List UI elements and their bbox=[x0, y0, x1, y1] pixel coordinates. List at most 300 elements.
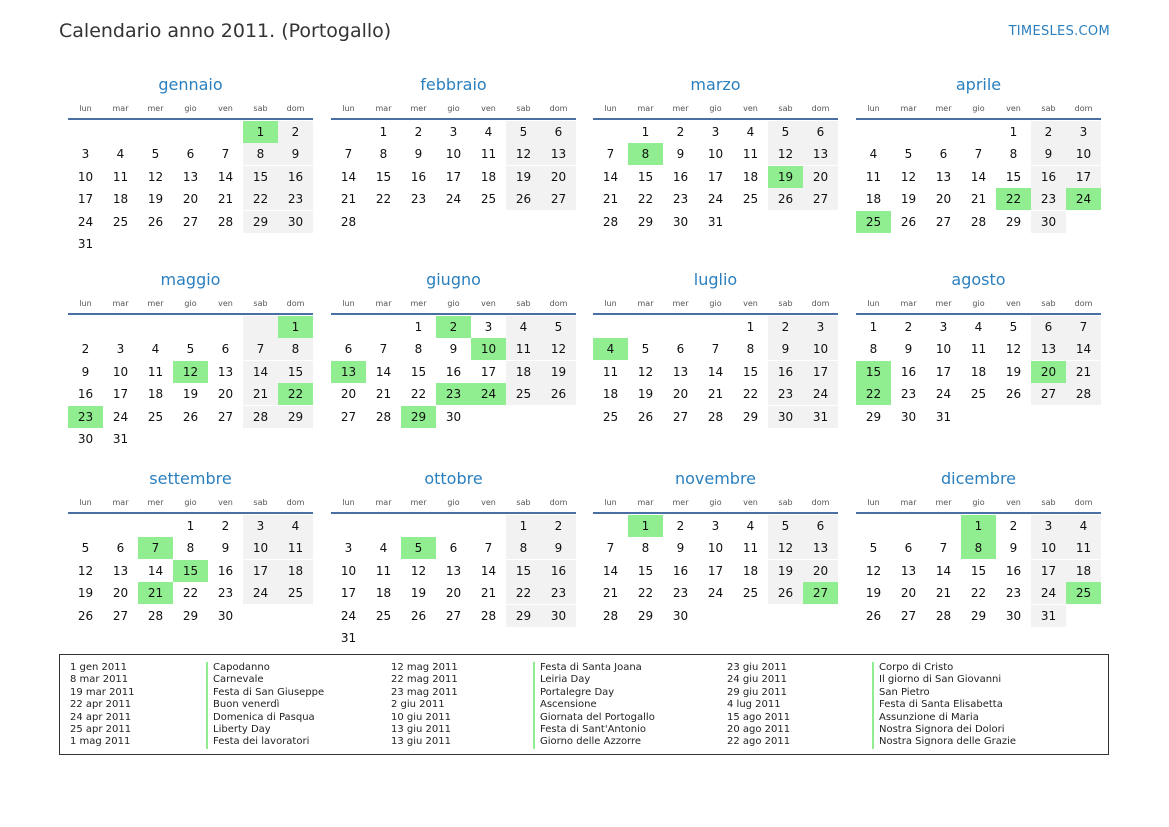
calendar-day[interactable]: 23 bbox=[900, 387, 917, 401]
calendar-day[interactable]: 4 bbox=[746, 518, 755, 533]
calendar-day[interactable]: 22 bbox=[742, 387, 759, 401]
calendar-day[interactable]: 13 bbox=[182, 169, 199, 184]
calendar-day[interactable]: 15 bbox=[375, 169, 392, 184]
calendar-day[interactable]: 13 bbox=[672, 364, 689, 379]
calendar-day[interactable]: 29 bbox=[865, 409, 882, 424]
calendar-day[interactable]: 21 bbox=[375, 387, 392, 401]
holiday-day[interactable]: 27 bbox=[803, 582, 838, 604]
calendar-day[interactable]: 9 bbox=[81, 364, 90, 379]
calendar-day[interactable]: 6 bbox=[803, 121, 838, 143]
calendar-day[interactable]: 4 bbox=[1066, 515, 1101, 537]
calendar-day[interactable]: 10 bbox=[707, 541, 724, 555]
calendar-day[interactable]: 29 bbox=[970, 608, 987, 623]
calendar-day[interactable]: 31 bbox=[707, 214, 724, 229]
calendar-day[interactable]: 7 bbox=[344, 147, 353, 161]
calendar-day[interactable]: 9 bbox=[904, 342, 913, 356]
calendar-day[interactable]: 8 bbox=[278, 338, 313, 360]
calendar-day[interactable]: 16 bbox=[672, 169, 689, 184]
calendar-day[interactable]: 8 bbox=[243, 143, 278, 165]
holiday-day[interactable]: 10 bbox=[471, 338, 506, 360]
calendar-day[interactable]: 4 bbox=[484, 124, 493, 139]
calendar-day[interactable]: 17 bbox=[77, 192, 94, 206]
calendar-day[interactable]: 4 bbox=[151, 342, 160, 356]
calendar-day[interactable]: 11 bbox=[278, 537, 313, 559]
calendar-day[interactable]: 7 bbox=[221, 147, 230, 161]
calendar-day[interactable]: 2 bbox=[904, 319, 913, 334]
calendar-day[interactable]: 18 bbox=[480, 169, 497, 184]
calendar-day[interactable]: 22 bbox=[410, 387, 427, 401]
calendar-day[interactable]: 24 bbox=[112, 409, 129, 424]
calendar-day[interactable]: 12 bbox=[77, 563, 94, 578]
calendar-day[interactable]: 6 bbox=[116, 541, 125, 555]
calendar-day[interactable]: 18 bbox=[970, 364, 987, 379]
calendar-day[interactable]: 23 bbox=[672, 192, 689, 206]
calendar-day[interactable]: 18 bbox=[865, 192, 882, 206]
calendar-day[interactable]: 28 bbox=[1066, 383, 1101, 405]
calendar-day[interactable]: 6 bbox=[344, 342, 353, 356]
calendar-day[interactable]: 2 bbox=[676, 518, 685, 533]
calendar-day[interactable]: 4 bbox=[746, 124, 755, 139]
calendar-day[interactable]: 13 bbox=[803, 143, 838, 165]
calendar-day[interactable]: 19 bbox=[900, 192, 917, 206]
calendar-day[interactable]: 24 bbox=[707, 586, 724, 600]
calendar-day[interactable]: 28 bbox=[707, 409, 724, 424]
calendar-day[interactable]: 5 bbox=[768, 515, 803, 537]
calendar-day[interactable]: 18 bbox=[506, 361, 541, 383]
holiday-day[interactable]: 13 bbox=[331, 361, 366, 383]
holiday-day[interactable]: 19 bbox=[768, 166, 803, 188]
calendar-day[interactable]: 14 bbox=[243, 361, 278, 383]
calendar-day[interactable]: 3 bbox=[803, 316, 838, 338]
calendar-day[interactable]: 19 bbox=[147, 192, 164, 206]
calendar-day[interactable]: 25 bbox=[602, 409, 619, 424]
calendar-day[interactable]: 8 bbox=[379, 147, 388, 161]
calendar-day[interactable]: 14 bbox=[707, 364, 724, 379]
calendar-day[interactable]: 11 bbox=[742, 541, 759, 555]
calendar-day[interactable]: 21 bbox=[480, 586, 497, 600]
calendar-day[interactable]: 2 bbox=[1009, 518, 1018, 533]
calendar-day[interactable]: 6 bbox=[186, 147, 195, 161]
calendar-day[interactable]: 11 bbox=[1066, 537, 1101, 559]
calendar-day[interactable]: 15 bbox=[970, 563, 987, 578]
calendar-day[interactable]: 2 bbox=[221, 518, 230, 533]
calendar-day[interactable]: 12 bbox=[768, 537, 803, 559]
calendar-day[interactable]: 26 bbox=[541, 383, 576, 405]
calendar-day[interactable]: 18 bbox=[278, 560, 313, 582]
calendar-day[interactable]: 31 bbox=[935, 409, 952, 424]
calendar-day[interactable]: 13 bbox=[541, 143, 576, 165]
holiday-day[interactable]: 24 bbox=[471, 383, 506, 405]
calendar-day[interactable]: 7 bbox=[484, 541, 493, 555]
calendar-day[interactable]: 10 bbox=[445, 147, 462, 161]
calendar-day[interactable]: 20 bbox=[803, 560, 838, 582]
calendar-day[interactable]: 17 bbox=[707, 169, 724, 184]
calendar-day[interactable]: 9 bbox=[676, 541, 685, 555]
calendar-day[interactable]: 30 bbox=[672, 214, 689, 229]
calendar-day[interactable]: 15 bbox=[1005, 169, 1022, 184]
calendar-day[interactable]: 10 bbox=[243, 537, 278, 559]
calendar-day[interactable]: 10 bbox=[935, 342, 952, 356]
calendar-day[interactable]: 25 bbox=[970, 387, 987, 401]
calendar-day[interactable]: 21 bbox=[970, 192, 987, 206]
calendar-day[interactable]: 6 bbox=[803, 515, 838, 537]
calendar-day[interactable]: 19 bbox=[506, 166, 541, 188]
calendar-day[interactable]: 18 bbox=[602, 387, 619, 401]
calendar-day[interactable]: 6 bbox=[449, 541, 458, 555]
calendar-day[interactable]: 30 bbox=[900, 409, 917, 424]
calendar-day[interactable]: 17 bbox=[1066, 166, 1101, 188]
calendar-day[interactable]: 14 bbox=[375, 364, 392, 379]
calendar-day[interactable]: 24 bbox=[707, 192, 724, 206]
calendar-day[interactable]: 6 bbox=[221, 342, 230, 356]
calendar-day[interactable]: 10 bbox=[77, 169, 94, 184]
calendar-day[interactable]: 14 bbox=[217, 169, 234, 184]
calendar-day[interactable]: 14 bbox=[602, 563, 619, 578]
calendar-day[interactable]: 30 bbox=[768, 406, 803, 428]
calendar-day[interactable]: 5 bbox=[904, 147, 913, 161]
calendar-day[interactable]: 30 bbox=[445, 409, 462, 424]
calendar-day[interactable]: 31 bbox=[1031, 605, 1066, 627]
calendar-day[interactable]: 20 bbox=[112, 586, 129, 600]
calendar-day[interactable]: 16 bbox=[217, 563, 234, 578]
calendar-day[interactable]: 26 bbox=[182, 409, 199, 424]
calendar-day[interactable]: 19 bbox=[541, 361, 576, 383]
calendar-day[interactable]: 3 bbox=[711, 124, 720, 139]
holiday-day[interactable]: 5 bbox=[401, 537, 436, 559]
calendar-day[interactable]: 23 bbox=[541, 582, 576, 604]
calendar-day[interactable]: 28 bbox=[243, 406, 278, 428]
calendar-day[interactable]: 18 bbox=[147, 387, 164, 401]
calendar-day[interactable]: 24 bbox=[803, 383, 838, 405]
calendar-day[interactable]: 22 bbox=[182, 586, 199, 600]
calendar-day[interactable]: 18 bbox=[742, 563, 759, 578]
calendar-day[interactable]: 30 bbox=[1005, 608, 1022, 623]
calendar-day[interactable]: 19 bbox=[1005, 364, 1022, 379]
calendar-day[interactable]: 9 bbox=[221, 541, 230, 555]
calendar-day[interactable]: 17 bbox=[803, 361, 838, 383]
calendar-day[interactable]: 5 bbox=[869, 541, 878, 555]
calendar-day[interactable]: 27 bbox=[672, 409, 689, 424]
calendar-day[interactable]: 8 bbox=[506, 537, 541, 559]
calendar-day[interactable]: 9 bbox=[541, 537, 576, 559]
calendar-day[interactable]: 25 bbox=[506, 383, 541, 405]
calendar-day[interactable]: 1 bbox=[1009, 124, 1018, 139]
calendar-day[interactable]: 15 bbox=[637, 563, 654, 578]
calendar-day[interactable]: 5 bbox=[1009, 319, 1018, 334]
calendar-day[interactable]: 27 bbox=[541, 188, 576, 210]
calendar-day[interactable]: 3 bbox=[484, 319, 493, 334]
calendar-day[interactable]: 10 bbox=[340, 563, 357, 578]
calendar-day[interactable]: 11 bbox=[602, 364, 619, 379]
calendar-day[interactable]: 7 bbox=[1066, 316, 1101, 338]
calendar-day[interactable]: 14 bbox=[970, 169, 987, 184]
calendar-day[interactable]: 16 bbox=[768, 361, 803, 383]
calendar-day[interactable]: 17 bbox=[243, 560, 278, 582]
calendar-day[interactable]: 14 bbox=[340, 169, 357, 184]
calendar-day[interactable]: 3 bbox=[449, 124, 458, 139]
calendar-day[interactable]: 11 bbox=[480, 147, 497, 161]
calendar-day[interactable]: 27 bbox=[445, 608, 462, 623]
calendar-day[interactable]: 28 bbox=[935, 608, 952, 623]
calendar-day[interactable]: 4 bbox=[974, 319, 983, 334]
calendar-day[interactable]: 3 bbox=[344, 541, 353, 555]
calendar-day[interactable]: 12 bbox=[410, 563, 427, 578]
calendar-day[interactable]: 2 bbox=[414, 124, 423, 139]
calendar-day[interactable]: 26 bbox=[768, 188, 803, 210]
calendar-day[interactable]: 8 bbox=[414, 342, 423, 356]
calendar-day[interactable]: 2 bbox=[676, 124, 685, 139]
calendar-day[interactable]: 14 bbox=[480, 563, 497, 578]
calendar-day[interactable]: 21 bbox=[243, 383, 278, 405]
holiday-day[interactable]: 24 bbox=[1066, 188, 1101, 210]
calendar-day[interactable]: 16 bbox=[1031, 166, 1066, 188]
calendar-day[interactable]: 9 bbox=[768, 338, 803, 360]
calendar-day[interactable]: 21 bbox=[602, 192, 619, 206]
calendar-day[interactable]: 30 bbox=[77, 432, 94, 446]
calendar-day[interactable]: 31 bbox=[77, 237, 94, 251]
holiday-day[interactable]: 1 bbox=[961, 515, 996, 537]
calendar-day[interactable]: 16 bbox=[1005, 563, 1022, 578]
calendar-day[interactable]: 17 bbox=[112, 387, 129, 401]
calendar-day[interactable]: 8 bbox=[869, 342, 878, 356]
calendar-day[interactable]: 30 bbox=[217, 608, 234, 623]
holiday-day[interactable]: 1 bbox=[278, 316, 313, 338]
calendar-day[interactable]: 5 bbox=[506, 121, 541, 143]
calendar-day[interactable]: 7 bbox=[974, 147, 983, 161]
calendar-day[interactable]: 9 bbox=[676, 147, 685, 161]
calendar-day[interactable]: 1 bbox=[186, 518, 195, 533]
calendar-day[interactable]: 10 bbox=[803, 338, 838, 360]
calendar-day[interactable]: 24 bbox=[340, 608, 357, 623]
calendar-day[interactable]: 11 bbox=[970, 342, 987, 356]
calendar-day[interactable]: 21 bbox=[217, 192, 234, 206]
holiday-day[interactable]: 25 bbox=[856, 211, 891, 233]
calendar-day[interactable]: 18 bbox=[375, 586, 392, 600]
calendar-day[interactable]: 22 bbox=[637, 192, 654, 206]
calendar-day[interactable]: 26 bbox=[77, 608, 94, 623]
calendar-day[interactable]: 30 bbox=[278, 211, 313, 233]
calendar-day[interactable]: 18 bbox=[742, 169, 759, 184]
calendar-day[interactable]: 29 bbox=[637, 608, 654, 623]
calendar-day[interactable]: 12 bbox=[147, 169, 164, 184]
calendar-day[interactable]: 2 bbox=[1031, 121, 1066, 143]
holiday-day[interactable]: 25 bbox=[1066, 582, 1101, 604]
calendar-day[interactable]: 15 bbox=[742, 364, 759, 379]
calendar-day[interactable]: 28 bbox=[480, 608, 497, 623]
calendar-day[interactable]: 4 bbox=[869, 147, 878, 161]
calendar-day[interactable]: 29 bbox=[637, 214, 654, 229]
calendar-day[interactable]: 13 bbox=[900, 563, 917, 578]
calendar-day[interactable]: 23 bbox=[672, 586, 689, 600]
calendar-day[interactable]: 1 bbox=[641, 124, 650, 139]
calendar-day[interactable]: 14 bbox=[935, 563, 952, 578]
calendar-day[interactable]: 27 bbox=[803, 188, 838, 210]
calendar-day[interactable]: 9 bbox=[1009, 541, 1018, 555]
calendar-day[interactable]: 12 bbox=[865, 563, 882, 578]
calendar-day[interactable]: 20 bbox=[900, 586, 917, 600]
calendar-day[interactable]: 5 bbox=[186, 342, 195, 356]
calendar-day[interactable]: 16 bbox=[410, 169, 427, 184]
calendar-day[interactable]: 28 bbox=[217, 214, 234, 229]
calendar-day[interactable]: 3 bbox=[1031, 515, 1066, 537]
holiday-day[interactable]: 22 bbox=[856, 383, 891, 405]
holiday-day[interactable]: 22 bbox=[996, 188, 1031, 210]
holiday-day[interactable]: 1 bbox=[628, 515, 663, 537]
calendar-day[interactable]: 12 bbox=[1005, 342, 1022, 356]
calendar-day[interactable]: 20 bbox=[182, 192, 199, 206]
calendar-day[interactable]: 19 bbox=[182, 387, 199, 401]
calendar-day[interactable]: 13 bbox=[217, 364, 234, 379]
calendar-day[interactable]: 7 bbox=[711, 342, 720, 356]
calendar-day[interactable]: 13 bbox=[1031, 338, 1066, 360]
calendar-day[interactable]: 26 bbox=[900, 214, 917, 229]
calendar-day[interactable]: 15 bbox=[410, 364, 427, 379]
calendar-day[interactable]: 13 bbox=[935, 169, 952, 184]
calendar-day[interactable]: 12 bbox=[637, 364, 654, 379]
calendar-day[interactable]: 29 bbox=[243, 211, 278, 233]
calendar-day[interactable]: 27 bbox=[112, 608, 129, 623]
calendar-day[interactable]: 25 bbox=[147, 409, 164, 424]
calendar-day[interactable]: 19 bbox=[865, 586, 882, 600]
calendar-day[interactable]: 10 bbox=[112, 364, 129, 379]
calendar-day[interactable]: 28 bbox=[602, 608, 619, 623]
calendar-day[interactable]: 23 bbox=[1031, 188, 1066, 210]
calendar-day[interactable]: 23 bbox=[278, 188, 313, 210]
calendar-day[interactable]: 11 bbox=[112, 169, 129, 184]
calendar-day[interactable]: 16 bbox=[541, 560, 576, 582]
calendar-day[interactable]: 20 bbox=[672, 387, 689, 401]
calendar-day[interactable]: 12 bbox=[541, 338, 576, 360]
calendar-day[interactable]: 26 bbox=[865, 608, 882, 623]
calendar-day[interactable]: 28 bbox=[340, 214, 357, 229]
calendar-day[interactable]: 30 bbox=[1031, 211, 1066, 233]
holiday-day[interactable]: 22 bbox=[278, 383, 313, 405]
calendar-day[interactable]: 14 bbox=[147, 563, 164, 578]
calendar-day[interactable]: 1 bbox=[506, 515, 541, 537]
calendar-day[interactable]: 17 bbox=[935, 364, 952, 379]
calendar-day[interactable]: 1 bbox=[746, 319, 755, 334]
calendar-day[interactable]: 9 bbox=[1031, 143, 1066, 165]
calendar-day[interactable]: 3 bbox=[81, 147, 90, 161]
calendar-day[interactable]: 25 bbox=[112, 214, 129, 229]
calendar-day[interactable]: 7 bbox=[379, 342, 388, 356]
holiday-day[interactable]: 12 bbox=[173, 361, 208, 383]
calendar-day[interactable]: 8 bbox=[641, 541, 650, 555]
calendar-day[interactable]: 3 bbox=[116, 342, 125, 356]
calendar-day[interactable]: 5 bbox=[768, 121, 803, 143]
calendar-day[interactable]: 26 bbox=[506, 188, 541, 210]
calendar-day[interactable]: 29 bbox=[742, 409, 759, 424]
calendar-day[interactable]: 17 bbox=[707, 563, 724, 578]
holiday-day[interactable]: 4 bbox=[593, 338, 628, 360]
calendar-day[interactable]: 26 bbox=[637, 409, 654, 424]
calendar-day[interactable]: 6 bbox=[1031, 316, 1066, 338]
calendar-day[interactable]: 30 bbox=[541, 605, 576, 627]
calendar-day[interactable]: 31 bbox=[112, 432, 129, 446]
calendar-day[interactable]: 28 bbox=[147, 608, 164, 623]
calendar-day[interactable]: 17 bbox=[1031, 560, 1066, 582]
calendar-day[interactable]: 25 bbox=[742, 586, 759, 600]
calendar-day[interactable]: 19 bbox=[410, 586, 427, 600]
holiday-day[interactable]: 23 bbox=[436, 383, 471, 405]
holiday-day[interactable]: 15 bbox=[856, 361, 891, 383]
calendar-day[interactable]: 7 bbox=[243, 338, 278, 360]
calendar-day[interactable]: 31 bbox=[803, 406, 838, 428]
calendar-day[interactable]: 16 bbox=[77, 387, 94, 401]
calendar-day[interactable]: 29 bbox=[506, 605, 541, 627]
calendar-day[interactable]: 22 bbox=[243, 188, 278, 210]
calendar-day[interactable]: 6 bbox=[541, 121, 576, 143]
calendar-day[interactable]: 24 bbox=[445, 192, 462, 206]
calendar-day[interactable]: 24 bbox=[77, 214, 94, 229]
calendar-day[interactable]: 3 bbox=[1066, 121, 1101, 143]
calendar-day[interactable]: 4 bbox=[116, 147, 125, 161]
calendar-day[interactable]: 26 bbox=[1005, 387, 1022, 401]
calendar-day[interactable]: 16 bbox=[900, 364, 917, 379]
holiday-day[interactable]: 7 bbox=[138, 537, 173, 559]
calendar-day[interactable]: 13 bbox=[803, 537, 838, 559]
calendar-day[interactable]: 2 bbox=[81, 342, 90, 356]
calendar-day[interactable]: 25 bbox=[742, 192, 759, 206]
calendar-day[interactable]: 7 bbox=[939, 541, 948, 555]
calendar-day[interactable]: 12 bbox=[768, 143, 803, 165]
calendar-day[interactable]: 19 bbox=[77, 586, 94, 600]
calendar-day[interactable]: 2 bbox=[541, 515, 576, 537]
calendar-day[interactable]: 6 bbox=[939, 147, 948, 161]
calendar-day[interactable]: 27 bbox=[900, 608, 917, 623]
calendar-day[interactable]: 15 bbox=[506, 560, 541, 582]
calendar-day[interactable]: 5 bbox=[641, 342, 650, 356]
calendar-day[interactable]: 30 bbox=[672, 608, 689, 623]
calendar-day[interactable]: 27 bbox=[935, 214, 952, 229]
calendar-day[interactable]: 26 bbox=[147, 214, 164, 229]
calendar-day[interactable]: 7 bbox=[606, 147, 615, 161]
calendar-day[interactable]: 9 bbox=[414, 147, 423, 161]
calendar-day[interactable]: 14 bbox=[602, 169, 619, 184]
calendar-day[interactable]: 28 bbox=[970, 214, 987, 229]
calendar-day[interactable]: 17 bbox=[445, 169, 462, 184]
calendar-day[interactable]: 13 bbox=[445, 563, 462, 578]
calendar-day[interactable]: 6 bbox=[676, 342, 685, 356]
calendar-day[interactable]: 11 bbox=[375, 563, 392, 578]
calendar-day[interactable]: 31 bbox=[340, 631, 357, 645]
holiday-day[interactable]: 20 bbox=[1031, 361, 1066, 383]
calendar-day[interactable]: 25 bbox=[480, 192, 497, 206]
calendar-day[interactable]: 5 bbox=[151, 147, 160, 161]
calendar-day[interactable]: 15 bbox=[278, 361, 313, 383]
calendar-day[interactable]: 4 bbox=[278, 515, 313, 537]
calendar-day[interactable]: 10 bbox=[1031, 537, 1066, 559]
calendar-day[interactable]: 22 bbox=[375, 192, 392, 206]
calendar-day[interactable]: 17 bbox=[480, 364, 497, 379]
holiday-day[interactable]: 2 bbox=[436, 316, 471, 338]
calendar-day[interactable]: 20 bbox=[445, 586, 462, 600]
calendar-day[interactable]: 8 bbox=[746, 342, 755, 356]
calendar-day[interactable]: 21 bbox=[340, 192, 357, 206]
holiday-day[interactable]: 29 bbox=[401, 406, 436, 428]
calendar-day[interactable]: 11 bbox=[506, 338, 541, 360]
calendar-day[interactable]: 13 bbox=[112, 563, 129, 578]
calendar-day[interactable]: 29 bbox=[182, 608, 199, 623]
calendar-day[interactable]: 19 bbox=[637, 387, 654, 401]
calendar-day[interactable]: 26 bbox=[410, 608, 427, 623]
calendar-day[interactable]: 20 bbox=[217, 387, 234, 401]
holiday-day[interactable]: 21 bbox=[138, 582, 173, 604]
calendar-day[interactable]: 12 bbox=[900, 169, 917, 184]
calendar-day[interactable]: 23 bbox=[1005, 586, 1022, 600]
calendar-day[interactable]: 24 bbox=[1031, 582, 1066, 604]
calendar-day[interactable]: 28 bbox=[375, 409, 392, 424]
